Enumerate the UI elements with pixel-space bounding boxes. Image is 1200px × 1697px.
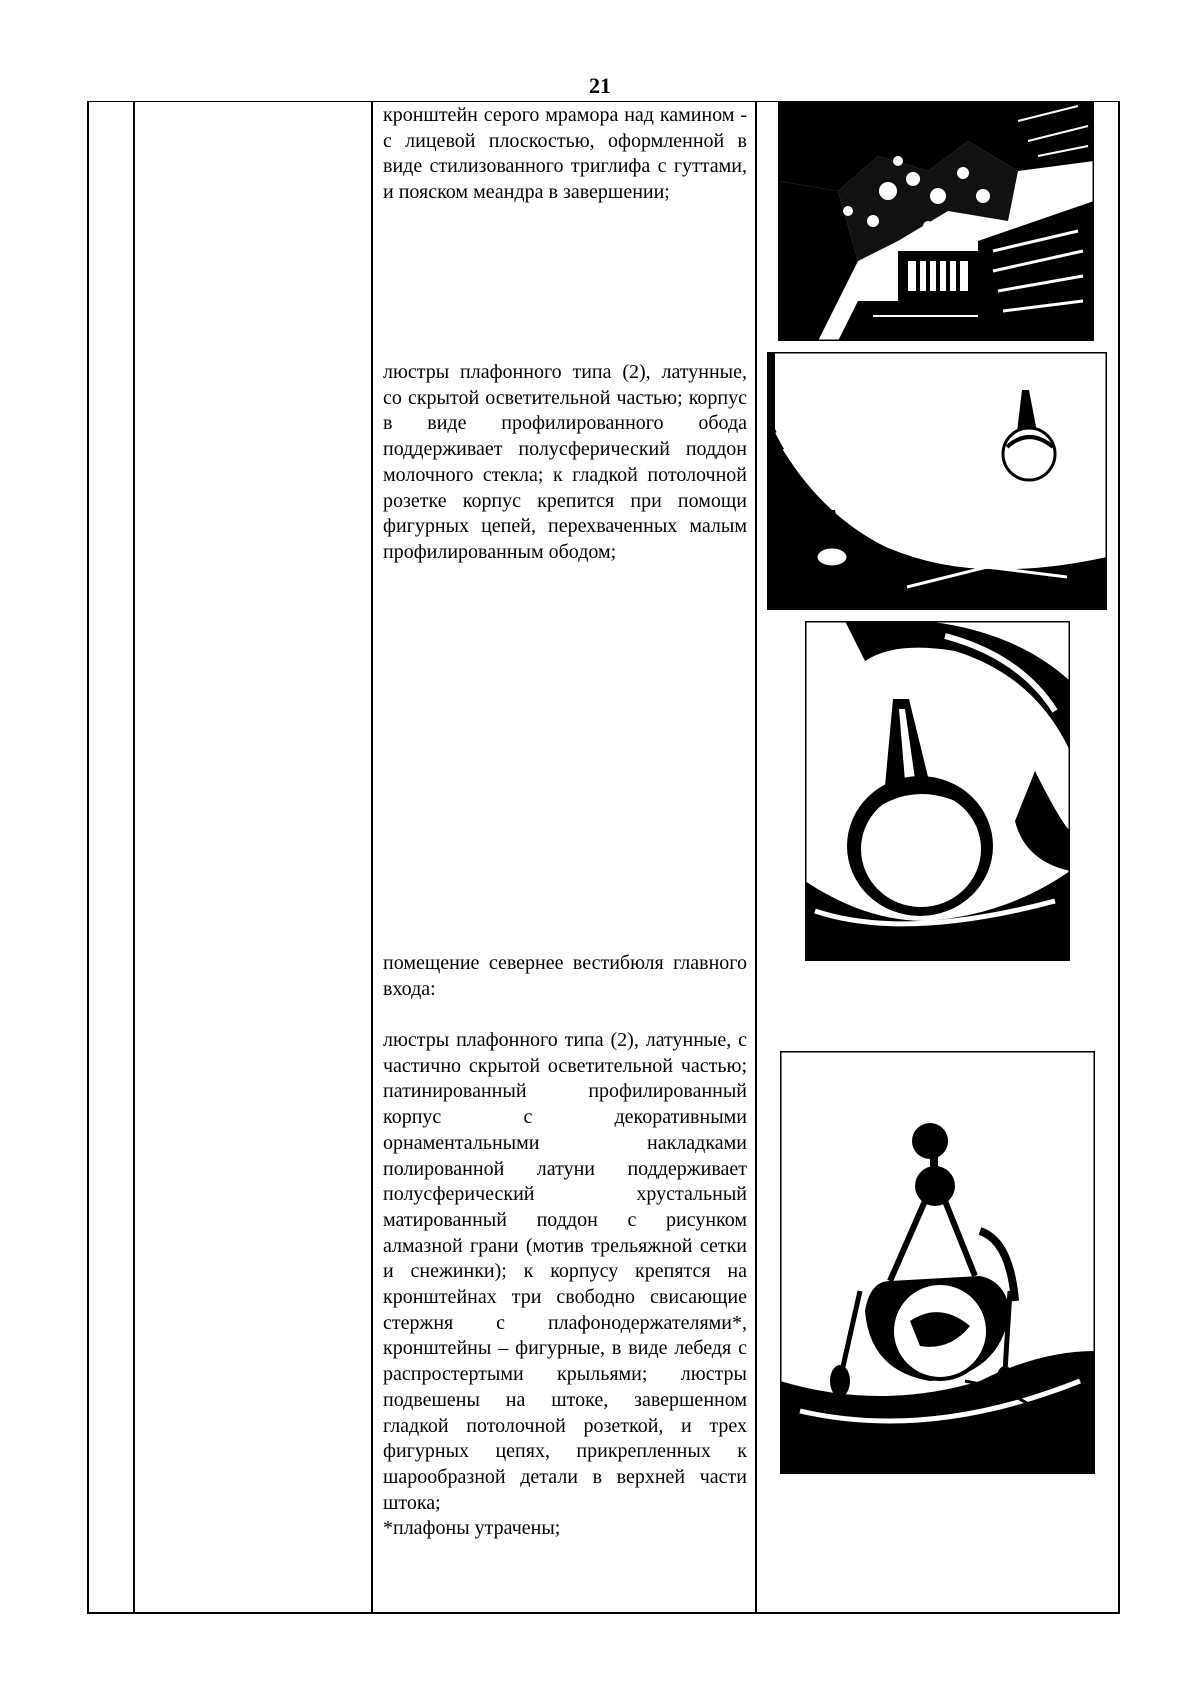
column-divider-3	[755, 101, 757, 1614]
page-number: 21	[589, 73, 611, 98]
column-divider-1	[133, 101, 135, 1614]
entry-crystal-chandeliers	[383, 1028, 747, 1542]
column-divider-2	[371, 101, 373, 1614]
entry-text: помещение севернее вестибюля главного входа:	[383, 952, 747, 1000]
photo-milk-glass-chandelier-1	[767, 352, 1107, 610]
entry-room-heading	[383, 951, 747, 1002]
photo-milk-glass-chandelier-2	[805, 621, 1070, 961]
entry-fireplace-bracket	[383, 103, 747, 206]
entry-milk-glass-chandeliers	[383, 360, 747, 566]
photo-fireplace-bracket	[778, 101, 1094, 341]
entry-text: кронштейн серого мрамора над камином - с лицевой плоскостью, оформленной в виде стилизованного триглифа с гуттами, и пояском меандра в завершении;	[383, 104, 747, 204]
photo-crystal-chandelier	[780, 1051, 1095, 1474]
entry-text: люстры плафонного типа (2), латунные, со скрытой осветительной частью; корпус в виде профилированного обода поддерживает полусферический поддон молочного стекла; к гладкой потолочной розетке корпус крепится при помощи фигурных цепей, перехваченных малым профилированным ободом;	[383, 361, 747, 563]
entry-text: люстры плафонного типа (2), латунные, с частично скрытой осветительной частью; патинированный профилированный корпус с декоративными орнаментальными накладками полированной латуни поддерживает полусферический хрустальный матированный поддон с рисунком алмазной грани (мотив трельяжной сетки и снежинки); к корпусу крепятся на кронштейнах три свободно свисающие стержня с плафонодержателями*, кронштейны – фигурные, в виде лебедя с распростертыми крыльями; люстры подвешены на штоке, завершенном гладкой потолочной розеткой, и трех фигурных цепях, прикрепленных к шарообразной детали в верхней части штока;	[383, 1029, 747, 1514]
entry-footnote: *плафоны утрачены;	[383, 1517, 561, 1540]
